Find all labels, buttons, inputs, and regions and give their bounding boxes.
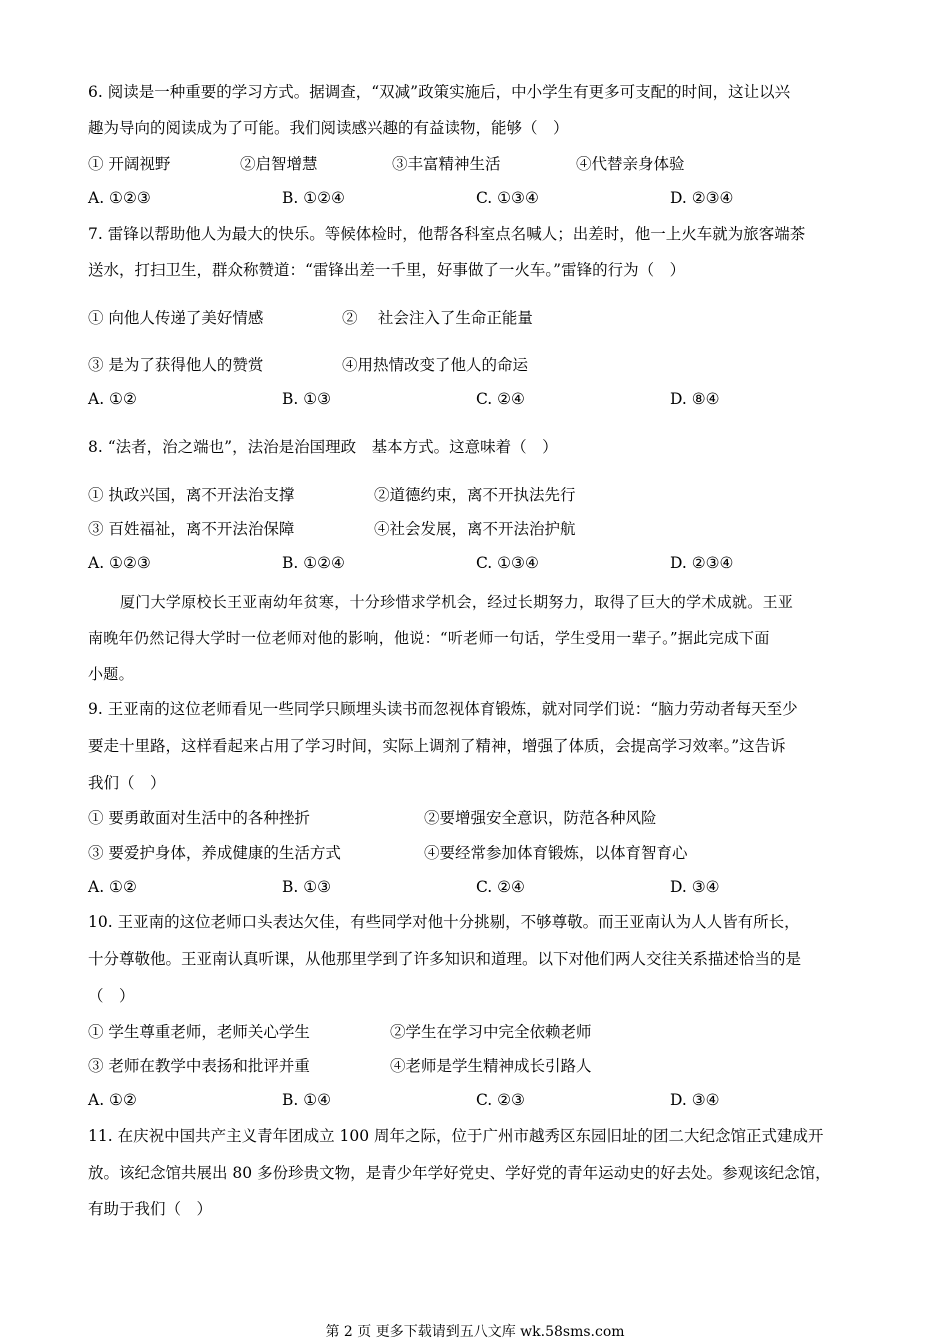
q7-item-4: ④用热情改变了他人的命运 xyxy=(342,356,529,374)
q8-item-3: ③ 百姓福祉，离不开法治保障 xyxy=(88,520,295,538)
q10-choice-c[interactable]: C. ②③ xyxy=(476,1091,525,1109)
q9-choice-d[interactable]: D. ③④ xyxy=(670,878,720,896)
q6-choice-c[interactable]: C. ①③④ xyxy=(476,189,539,207)
q9-item-1: ① 要勇敢面对生活中的各种挫折 xyxy=(88,809,310,827)
q9-item-2: ②要增强安全意识，防范各种风险 xyxy=(424,809,657,827)
q9-item-4: ④要经常参加体育锻炼，以体育智育心 xyxy=(424,844,688,862)
q7-choice-d[interactable]: D. ⑧④ xyxy=(670,390,720,408)
q10-stem-line-2: 十分尊敬他。王亚南认真听课，从他那里学到了许多知识和道理。以下对他们两人交往关系描述恰当的是 xyxy=(88,950,802,968)
q11-stem-line-3: 有助于我们（ ） xyxy=(88,1200,213,1218)
q7-choice-a[interactable]: A. ①② xyxy=(88,390,137,408)
q10-choice-b[interactable]: B. ①④ xyxy=(282,1091,332,1109)
q6-item-2: ②启智增慧 xyxy=(240,155,318,173)
q10-stem-line-3: （ ） xyxy=(88,987,135,1005)
q6-stem-line-1: 6. 阅读是一种重要的学习方式。据调查，“双减”政策实施后，中小学生有更多可支配的时间，这让以兴 xyxy=(88,83,791,101)
q10-item-2: ②学生在学习中完全依赖老师 xyxy=(390,1023,592,1041)
q8-choice-d[interactable]: D. ②③④ xyxy=(670,554,734,572)
q8-choice-b[interactable]: B. ①②④ xyxy=(282,554,345,572)
q7-item-2: ② 社会注入了生命正能量 xyxy=(342,309,533,327)
q9-stem-line-3: 我们（ ） xyxy=(88,774,166,792)
q9-stem-line-1: 9. 王亚南的这位老师看见一些同学只顾埋头读书而忽视体育锻炼，就对同学们说：“脑力劳动者每天至少 xyxy=(88,700,798,718)
passage-line-1: 厦门大学原校长王亚南幼年贫寒，十分珍惜求学机会，经过长期努力，取得了巨大的学术成就。王亚 xyxy=(120,593,794,611)
q10-item-4: ④老师是学生精神成长引路人 xyxy=(390,1057,592,1075)
q7-choice-c[interactable]: C. ②④ xyxy=(476,390,525,408)
q11-stem-line-2: 放。该纪念馆共展出 80 多份珍贵文物，是青少年学好党史、学好党的青年运动史的好去处。参观该纪念馆， xyxy=(88,1164,831,1182)
q10-choice-d[interactable]: D. ③④ xyxy=(670,1091,720,1109)
q10-item-3: ③ 老师在教学中表扬和批评并重 xyxy=(88,1057,310,1075)
page-footer: 第 2 页 更多下载请到五八文库 wk.58sms.com xyxy=(325,1324,625,1340)
q11-stem-line-1: 11. 在庆祝中国共产主义青年团成立 100 周年之际，位于广州市越秀区东园旧址的团二大纪念馆正式建成开 xyxy=(88,1127,824,1145)
q6-stem-line-2: 趣为导向的阅读成为了可能。我们阅读感兴趣的有益读物，能够（ ） xyxy=(88,119,569,137)
q9-item-3: ③ 要爱护身体，养成健康的生活方式 xyxy=(88,844,341,862)
q6-item-4: ④代替亲身体验 xyxy=(576,155,685,173)
q8-item-1: ① 执政兴国，离不开法治支撑 xyxy=(88,486,295,504)
q9-choice-b[interactable]: B. ①③ xyxy=(282,878,332,896)
q7-stem-line-2: 送水，打扫卫生，群众称赞道：“雷锋出差一千里，好事做了一火车。”雷锋的行为（ ） xyxy=(88,261,686,279)
q10-item-1: ① 学生尊重老师，老师关心学生 xyxy=(88,1023,310,1041)
q8-item-4: ④社会发展，离不开法治护航 xyxy=(374,520,576,538)
q10-stem-line-1: 10. 王亚南的这位老师口头表达欠佳，有些同学对他十分挑剔，不够尊敬。而王亚南认为人人皆有所长， xyxy=(88,913,800,931)
q7-item-3: ③ 是为了获得他人的赞赏 xyxy=(88,356,264,374)
q8-item-2: ②道德约束，离不开执法先行 xyxy=(374,486,576,504)
q8-stem-line-1: 8. “法者，治之端也”，法治是治国理政 基本方式。这意味着（ ） xyxy=(88,438,558,456)
q7-choice-b[interactable]: B. ①③ xyxy=(282,390,332,408)
q7-stem-line-1: 7. 雷锋以帮助他人为最大的快乐。等候体检时，他帮各科室点名喊人；出差时，他一上火车就为旅客端茶 xyxy=(88,225,806,243)
passage-line-3: 小题。 xyxy=(88,665,134,683)
q6-choice-d[interactable]: D. ②③④ xyxy=(670,189,734,207)
q6-choice-a[interactable]: A. ①②③ xyxy=(88,189,151,207)
q6-choice-b[interactable]: B. ①②④ xyxy=(282,189,345,207)
q9-stem-line-2: 要走十里路，这样看起来占用了学习时间，实际上调剂了精神，增强了体质，会提高学习效率。”这告诉 xyxy=(88,737,786,755)
q6-item-3: ③丰富精神生活 xyxy=(392,155,501,173)
q6-item-1: ① 开阔视野 xyxy=(88,155,171,173)
q8-choice-c[interactable]: C. ①③④ xyxy=(476,554,539,572)
q10-choice-a[interactable]: A. ①② xyxy=(88,1091,137,1109)
q8-choice-a[interactable]: A. ①②③ xyxy=(88,554,151,572)
passage-line-2: 南晚年仍然记得大学时一位老师对他的影响，他说：“听老师一句话，学生受用一辈子。”据此完成下面 xyxy=(88,629,770,647)
q7-item-1: ① 向他人传递了美好情感 xyxy=(88,309,264,327)
q9-choice-a[interactable]: A. ①② xyxy=(88,878,137,896)
q9-choice-c[interactable]: C. ②④ xyxy=(476,878,525,896)
